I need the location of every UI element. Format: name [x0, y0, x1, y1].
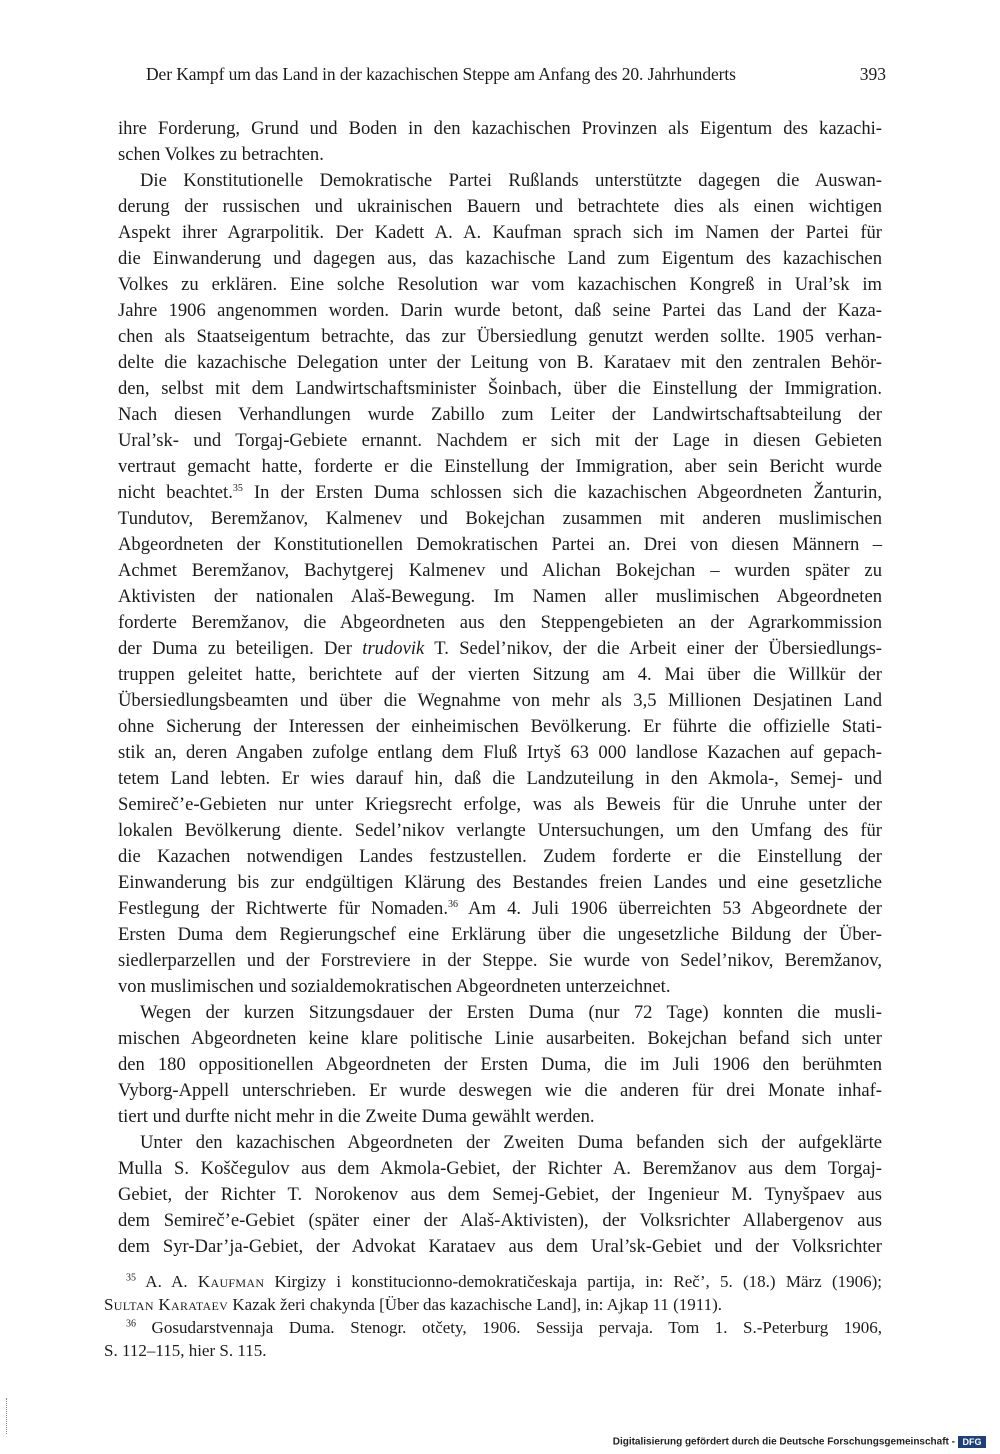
page-number: 393 — [859, 64, 886, 84]
body-line: Wegen der kurzen Sitzungsdauer der Ersten Duma (nur 72 Tage) konnten die musli- — [140, 1002, 882, 1023]
body-line: tiert und durfte nicht mehr in die Zweite Duma gewählt werden. — [118, 1106, 595, 1127]
footnote-author: Sultan Karataev — [104, 1295, 229, 1314]
footnote-35-cont — [104, 1293, 882, 1316]
body-line — [118, 896, 882, 922]
body-line: Nach diesen Verhandlungen wurde Zabillo zum Leiter der Landwirtschaftsabteilung der — [118, 404, 882, 425]
body-line: Unter den kazachischen Abgeordneten der Zweiten Duma befanden sich der aufgeklärte — [140, 1132, 882, 1153]
body-line: schen Volkes zu betrachten. — [118, 144, 324, 165]
body-line: Volkes zu erklären. Eine solche Resolution war vom kazachischen Kongreß in Ural’sk im — [118, 274, 882, 295]
body-line: lokalen Bevölkerung diente. Sedel’nikov verlangte Untersuchungen, um den Umfang des für — [118, 820, 882, 841]
body-text: Am 4. Juli 1906 überreichten 53 Abgeordnete der — [457, 898, 882, 919]
footnote-36-cont: S. 112–115, hier S. 115. — [104, 1341, 267, 1360]
body-line: die Kazachen notwendigen Landes festzustellen. Zudem forderte er die Einstellung der — [118, 846, 882, 867]
footnote-ref-36[interactable]: 36 — [447, 898, 458, 910]
body-line: den, selbst mit dem Landwirtschaftsminister Šoinbach, über die Einstellung der Immigration. — [118, 378, 882, 399]
footnote-text: Kazak žeri chakynda [Über das kazachische Land], in: Ajkap 11 (1911). — [228, 1295, 723, 1314]
body-line: Einwanderung bis zur endgültigen Klärung des Bestandes freien Landes und eine gesetzliche — [118, 872, 882, 893]
body-line: Ural’sk- und Torgaj-Gebiete ernannt. Nachdem er sich mit der Lage in diesen Gebieten — [118, 430, 882, 451]
body-line: tetem Land lebten. Er wies darauf hin, daß die Landzuteilung in den Akmola-, Semej- und — [118, 768, 882, 789]
body-line: Tundutov, Beremžanov, Kalmenev und Bokejchan zusammen mit anderen muslimischen — [118, 508, 882, 529]
dfg-logo: DFG — [958, 1436, 986, 1448]
body-line: derung der russischen und ukrainischen Bauern und betrachtete dies als einen wichtigen — [118, 196, 882, 217]
footnote-35 — [104, 1270, 882, 1293]
footnote-text: Gosudarstvennaja Duma. Stenogr. otčety, 1906. Sessija pervaja. Tom 1. S.-Peterburg 1906, — [136, 1318, 882, 1337]
body-line: Mulla S. Koščegulov aus dem Akmola-Gebiet, der Richter A. Beremžanov aus dem Torgaj- — [118, 1158, 882, 1179]
body-line: delte die kazachische Delegation unter der Leitung von B. Karataev mit den zentralen Behör- — [118, 352, 882, 373]
body-line: Aktivisten der nationalen Alaš-Bewegung. Im Namen aller muslimischen Abgeordneten — [118, 586, 882, 607]
italic-term: trudovik — [362, 638, 425, 659]
body-line: den 180 oppositionellen Abgeordneten der Ersten Duma, die im Juli 1906 den berühmten — [118, 1054, 882, 1075]
footnote-text: Kirgizy i konstitucionno-demokratičeskaja partija, in: Reč’, 5. (18.) März (1906); — [264, 1272, 882, 1291]
scan-margin-mark — [6, 1398, 8, 1434]
body-line: ohne Sicherung der Interessen der einheimischen Bevölkerung. Er führte die offizielle Stati- — [118, 716, 882, 737]
body-text: der Duma zu beteiligen. Der — [118, 638, 363, 659]
body-line: Ersten Duma dem Regierungschef eine Erklärung über die ungesetzliche Bildung der Über- — [118, 924, 882, 945]
body-line: chen als Staatseigentum betrachte, das zur Übersiedlung genutzt werden sollte. 1905 verhan- — [118, 326, 882, 347]
body-line: dem Semireč’e-Gebiet (später einer der Alaš-Aktivisten), der Volksrichter Allabergenov aus — [118, 1210, 882, 1231]
footer-text: Digitalisierung gefördert durch die Deutsche Forschungsgemeinschaft - — [612, 1436, 955, 1448]
body-line: ihre Forderung, Grund und Boden in den kazachischen Provinzen als Eigentum des kazachi- — [118, 118, 882, 139]
body-text: T. Sedel’nikov, der die Arbeit einer der Übersiedlungs- — [424, 638, 883, 659]
body-line: Abgeordneten der Konstitutionellen Demokratischen Partei an. Drei von diesen Männern – — [118, 534, 882, 555]
body-text: nicht beachtet. — [118, 482, 233, 503]
body-line: Aspekt ihrer Agrarpolitik. Der Kadett A. A. Kaufman sprach sich im Namen der Partei für — [118, 222, 882, 243]
body-text: In der Ersten Duma schlossen sich die kazachischen Abgeordneten Žanturin, — [242, 482, 882, 503]
body-line: von muslimischen und sozialdemokratischen Abgeordneten unterzeichnet. — [118, 976, 671, 997]
body-line: Jahre 1906 angenommen worden. Darin wurde betont, daß seine Partei das Land der Kaza- — [118, 300, 882, 321]
body-line: forderte Beremžanov, die Abgeordneten aus den Steppengebieten an der Agrarkommission — [118, 612, 882, 633]
body-line — [118, 636, 882, 662]
body-line: Die Konstitutionelle Demokratische Partei Rußlands unterstützte dagegen die Auswan- — [140, 170, 882, 191]
body-line: Vyborg-Appell unterschrieben. Er wurde deswegen wie die anderen für drei Monate inhaf- — [118, 1080, 882, 1101]
running-header — [146, 64, 886, 90]
body-line — [118, 480, 882, 506]
body-line: mischen Abgeordneten keine klare politische Linie ausarbeiten. Bokejchan befand sich unter — [118, 1028, 882, 1049]
body-line: Gebiet, der Richter T. Norokenov aus dem Semej-Gebiet, der Ingenieur M. Tynyšpaev aus — [118, 1184, 882, 1205]
running-header-title: Der Kampf um das Land in der kazachischen Steppe am Anfang des 20. Jahrhunderts — [146, 64, 736, 84]
footnote-number: 35 — [126, 1272, 136, 1284]
body-line: stik an, deren Angaben zufolge entlang dem Fluß Irtyš 63 000 landlose Kazachen auf gepach- — [118, 742, 882, 763]
footnote-36 — [104, 1316, 882, 1339]
digitization-footer — [613, 1436, 986, 1448]
body-line: vertraut gemacht hatte, forderte er die Einstellung der Immigration, aber sein Bericht wurde — [118, 456, 882, 477]
body-line: dem Syr-Dar’ja-Gebiet, der Advokat Karataev aus dem Ural’sk-Gebiet und der Volksrichter — [118, 1236, 882, 1257]
footnote-ref-35[interactable]: 35 — [232, 482, 243, 494]
body-line: Übersiedlungsbeamten und über die Wegnahme von mehr als 3,5 Millionen Desjatinen Land — [118, 690, 882, 711]
body-line: siedlerparzellen und der Forstreviere in der Steppe. Sie wurde von Sedel’nikov, Beremžanov, — [118, 950, 882, 971]
body-line: truppen geleitet hatte, berichtete auf der vierten Sitzung am 4. Mai über die Willkür der — [118, 664, 882, 685]
body-line: Semireč’e-Gebieten nur unter Kriegsrecht erfolge, was als Beweis für die Unruhe unter der — [118, 794, 882, 815]
body-text: Festlegung der Richtwerte für Nomaden. — [118, 898, 448, 919]
footnote-text: A. A. — [136, 1272, 198, 1291]
body-line: Achmet Beremžanov, Bachytgerej Kalmenev und Alichan Bokejchan – wurden später zu — [118, 560, 882, 581]
footnote-number: 36 — [126, 1318, 136, 1330]
body-line: die Einwanderung und dagegen aus, das kazachische Land zum Eigentum des kazachischen — [118, 248, 882, 269]
footnote-author: Kaufman — [197, 1272, 265, 1291]
